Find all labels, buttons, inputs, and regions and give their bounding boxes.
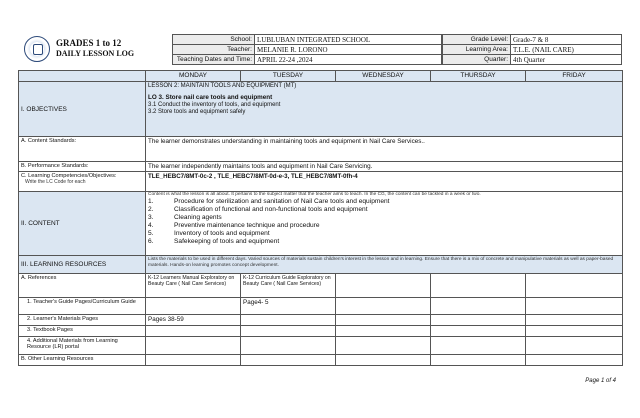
content-item: 1. Procedure for sterilization and sanitation of Nail Care tools and equipment [148, 198, 390, 205]
content-note: Content is what the lesson is all about. It pertains to the subject matter that the teacher aims to teach. In the CG, the content can be tackled in a week or two. [148, 192, 481, 197]
content-item: 6. Safekeeping of tools and equipment [148, 238, 280, 245]
competencies-label: C. Learning Competencies/Objectives: [21, 173, 117, 179]
other-resources-row [19, 355, 623, 366]
tg-thursday [431, 298, 526, 315]
ref-thursday [431, 274, 526, 298]
ref-wednesday [336, 274, 431, 298]
other-thursday [431, 355, 526, 366]
school-value: LUBLUBAN INTEGRATED SCHOOL [255, 35, 442, 45]
area-value: T.L.E. (NAIL CARE) [511, 45, 622, 55]
day-thursday: THURSDAY [431, 71, 526, 82]
lo-item-1: 3.1 Conduct the inventory of tools, and equipment [148, 102, 281, 108]
header [18, 34, 622, 64]
teacher-label: Teacher: [173, 45, 255, 55]
lr-label: 4. Additional Materials from Learning Resource (LR) portal [19, 337, 146, 355]
lo-title: LO 3. Store nail care tools and equipment [148, 94, 273, 101]
lr-tuesday [241, 337, 336, 355]
other-resources-label: B. Other Learning Resources [19, 355, 146, 366]
lr-friday [526, 337, 623, 355]
ref-monday: K-12 Learners Manual Exploratory on Beauty Care ( Nail Care Services) [146, 274, 241, 298]
content-cell [146, 192, 623, 256]
corner-cell [19, 71, 146, 82]
competencies-row [19, 172, 623, 192]
title-line2: DAILY LESSON LOG [56, 49, 135, 58]
tb-monday [146, 326, 241, 337]
day-monday: MONDAY [146, 71, 241, 82]
day-tuesday: TUESDAY [241, 71, 336, 82]
performance-standards-row [19, 162, 623, 172]
tb-wednesday [336, 326, 431, 337]
objectives-label: I. OBJECTIVES [19, 82, 146, 137]
lesson-log-table [18, 70, 623, 366]
content-list [148, 198, 620, 246]
tb-label: 3. Textbook Pages [19, 326, 146, 337]
lm-label: 2. Learner's Materials Pages [19, 315, 146, 326]
quarter-value: 4th Quarter [511, 55, 622, 65]
tg-monday [146, 298, 241, 315]
lo-item-2: 3.2 Store tools and equipment safely [148, 109, 246, 115]
resources-row [19, 256, 623, 274]
content-row [19, 192, 623, 256]
teacher-value: MELANIE R. LORONO [255, 45, 442, 55]
lr-monday [146, 337, 241, 355]
objectives-row [19, 82, 623, 137]
other-tuesday [241, 355, 336, 366]
other-monday [146, 355, 241, 366]
lr-wednesday [336, 337, 431, 355]
grade-value: Grade-7 & 8 [511, 35, 622, 45]
lm-monday: Pages 38-59 [146, 315, 241, 326]
content-item: 4. Preventive maintenance technique and procedure [148, 222, 320, 229]
lm-thursday [431, 315, 526, 326]
other-wednesday [336, 355, 431, 366]
area-label: Learning Area: [443, 45, 511, 55]
grade-label: Grade Level: [443, 35, 511, 45]
content-label: II. CONTENT [19, 192, 146, 256]
references-row [19, 274, 623, 298]
lm-row [19, 315, 623, 326]
dates-label: Teaching Dates and Time: [173, 55, 255, 65]
lm-tuesday [241, 315, 336, 326]
ref-tuesday: K-12 Curriculum Guide Exploratory on Beauty Care ( Nail Care Services) [241, 274, 336, 298]
days-header-row [19, 71, 623, 82]
tb-friday [526, 326, 623, 337]
lm-friday [526, 315, 623, 326]
deped-seal-logo [24, 36, 50, 62]
day-friday: FRIDAY [526, 71, 623, 82]
content-item: 5. Inventory of tools and equipment [148, 230, 270, 237]
tg-tuesday: Page4- 5 [241, 298, 336, 315]
other-friday [526, 355, 623, 366]
content-standards-label: A. Content Standards: [19, 137, 146, 162]
performance-standards-label: B. Performance Standards: [19, 162, 146, 172]
school-label: School: [173, 35, 255, 45]
tb-tuesday [241, 326, 336, 337]
content-standards-row [19, 137, 623, 162]
tg-label: 1. Teacher's Guide Pages/Curriculum Guide [19, 298, 146, 315]
lr-thursday [431, 337, 526, 355]
grade-info-table [442, 34, 622, 65]
tb-row [19, 326, 623, 337]
competencies-text: TLE_HEBC7/8MT-0c-2 , TLE_HEBC7/8MT-0d-e-3, TLE_HEBC7/8MT-0fh-4 [146, 172, 623, 192]
day-wednesday: WEDNESDAY [336, 71, 431, 82]
objectives-cell [146, 82, 623, 137]
competencies-cell [19, 172, 146, 192]
quarter-label: Quarter: [443, 55, 511, 65]
content-standards-text: The learner demonstrates understanding in maintaining tools and equipment in Nail Care Services.. [146, 137, 623, 162]
resources-label: III. LEARNING RESOURCES [19, 256, 146, 274]
competencies-sublabel: Write the LC Code for each [25, 179, 86, 185]
resources-note: Lists the materials to be used in different days. Varied sources of materials sustain children's interest in the lesson and in learning. Ensure that there is a mix of concrete and manipulative materials as well as paper-based materials. Hands-on learning promotes concept development. [146, 256, 623, 274]
school-info-table [172, 34, 442, 65]
dates-value: APRIL 22-24 ,2024 [255, 55, 442, 65]
lr-row [19, 337, 623, 355]
lm-wednesday [336, 315, 431, 326]
content-item: 2. Classification of functional and non-functional tools and equipment [148, 206, 368, 213]
tg-friday [526, 298, 623, 315]
tg-row [19, 298, 623, 315]
title-line1: GRADES 1 to 12 [56, 38, 122, 48]
performance-standards-text: The learner independently maintains tools and equipment in Nail Care Servicing. [146, 162, 623, 172]
tg-wednesday [336, 298, 431, 315]
ref-friday [526, 274, 623, 298]
content-item: 3. Cleaning agents [148, 214, 222, 221]
references-label: A. References [19, 274, 146, 298]
lesson-title: LESSON 2: MAINTAIN TOOLS AND EQUIPMENT (MT) [148, 83, 297, 89]
page-number: Page 1 of 4 [585, 378, 616, 384]
tb-thursday [431, 326, 526, 337]
